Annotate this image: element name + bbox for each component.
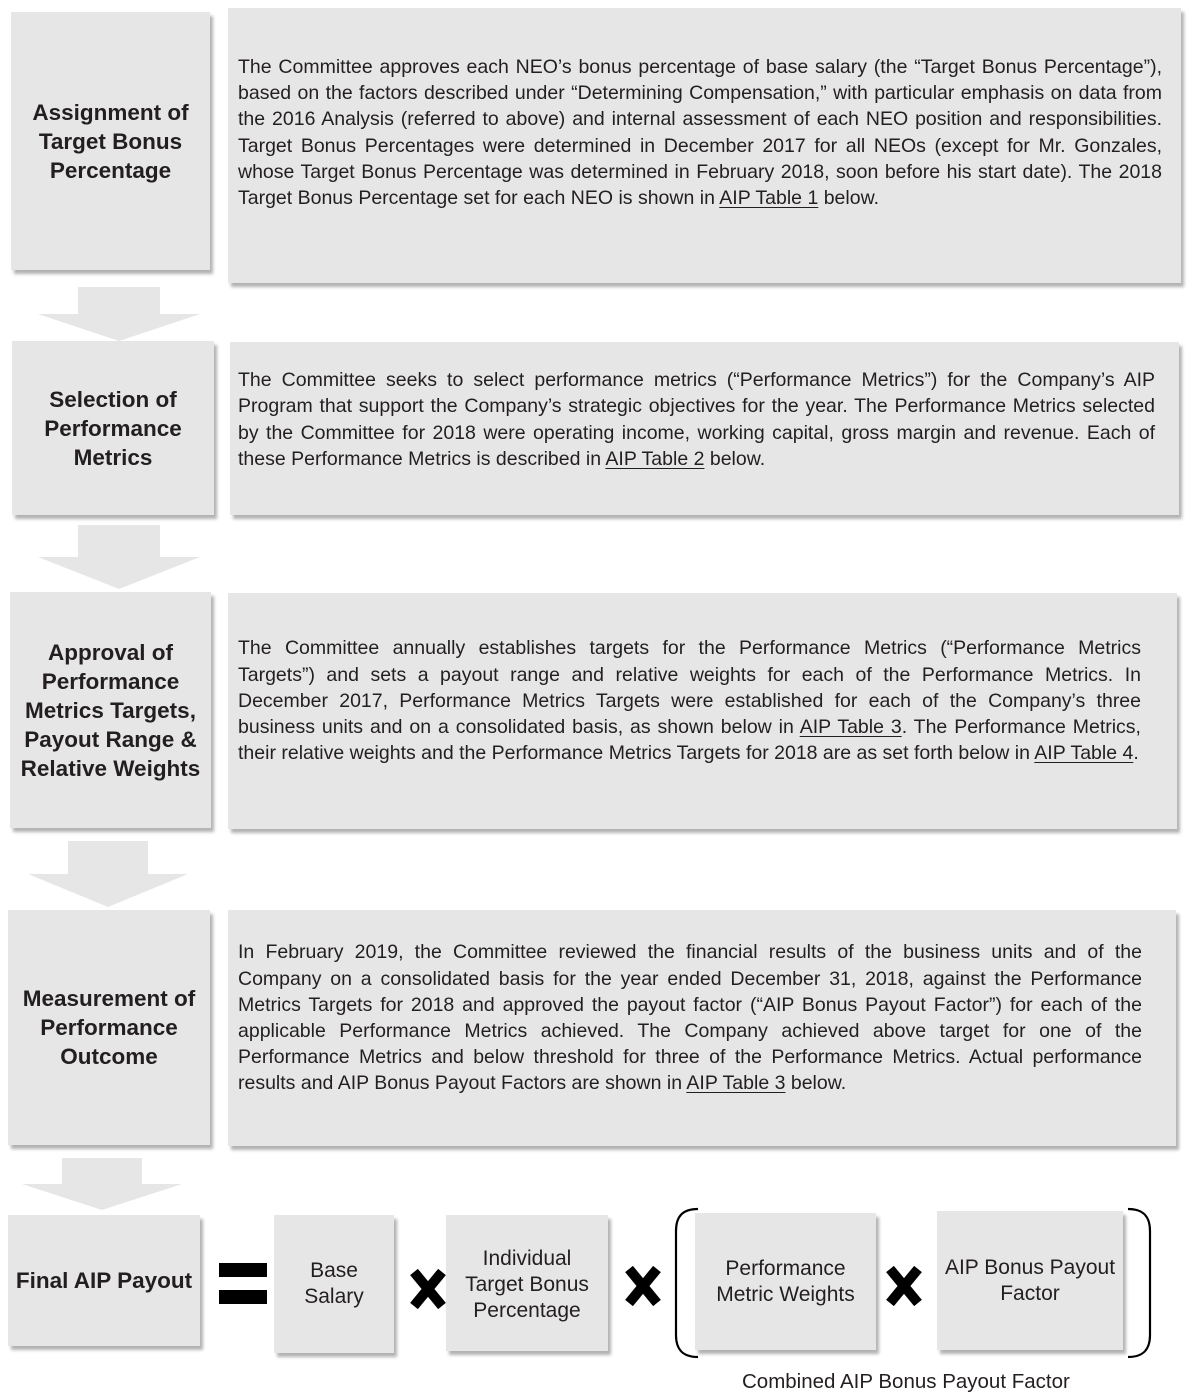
final-aip-payout-label: Final AIP Payout [15, 1268, 193, 1293]
metric-weights-box [695, 1213, 876, 1350]
combined-factor-caption: Combined AIP Bonus Payout Factor [742, 1370, 1070, 1393]
step-description-approval [228, 593, 1177, 829]
target-bonus-label: Individual Target Bonus Percentage [465, 1246, 589, 1322]
arrow-down-2 [38, 525, 200, 589]
step-label-selection [12, 341, 214, 515]
right-parenthesis [1124, 1207, 1154, 1359]
step-label-assignment [11, 12, 210, 270]
final-aip-payout-box [8, 1215, 200, 1346]
step-label-text: Measurement of Performance Outcome [22, 986, 196, 1069]
step-label-text: Selection of Performance Metrics [44, 386, 182, 470]
arrow-down-3 [28, 841, 188, 907]
aip-table-4-reference: AIP Table 4 [1034, 742, 1134, 765]
multiply-icon [409, 1268, 447, 1310]
step-description-text: The Committee annually establishes targets for the Performance Metrics (“Performance Metrics Targets”) and sets a payout range and relative weights for each of the Performance Metrics. In December 2017, Performance Metrics Targets were established for each of the Company’s three business units and on a consolidated basis, as shown below in AIP Table 3. The Performance Metrics, their relative weights and the Performance Metrics Targets for 2018 are as set forth below in AIP Table 4. [238, 637, 1141, 765]
step-label-approval [10, 592, 211, 828]
step-description-text: In February 2019, the Committee reviewed the financial results of the business units and of the Company on a consolidated basis for the year ended December 31, 2018, against the Performance Metrics Targets for 2018 and approved the payout factor (“AIP Bonus Payout Factor”) for each of the applicable Performance Metrics achieved. The Company achieved above target for one of the Performance Metrics and below threshold for three of the Performance Metrics. Actual performance results and AIP Bonus Payout Factors are shown in AIP Table 3 below. [238, 941, 1142, 1095]
step-description-text: The Committee seeks to select performance metrics (“Performance Metrics”) for the Company’s AIP Program that support the Company’s strategic objectives for the year. The Performance Metrics selected by the Committee for 2018 were operating income, working capital, gross margin and revenue. Each of these Performance Metrics is described in AIP Table 2 below. [238, 369, 1155, 470]
aip-table-1-reference: AIP Table 1 [719, 186, 819, 209]
equals-icon [219, 1263, 267, 1305]
aip-table-2-reference: AIP Table 2 [605, 447, 705, 470]
payout-factor-label: AIP Bonus Payout Factor [944, 1255, 1116, 1305]
multiply-icon [624, 1265, 662, 1307]
multiply-icon [885, 1265, 923, 1307]
step-label-text: Assignment of Target Bonus Percentage [32, 99, 189, 183]
arrow-down-4 [22, 1158, 182, 1210]
step-label-text: Approval of Performance Metrics Targets, Payout Range & Relative Weights [20, 639, 201, 781]
base-salary-box [274, 1215, 394, 1353]
step-description-measurement [228, 910, 1176, 1146]
arrow-down-1 [38, 287, 200, 341]
step-label-measurement [8, 910, 210, 1145]
step-description-text: The Committee approves each NEO’s bonus percentage of base salary (the “Target Bonus Percentage”), based on the factors described under “Determining Compensation,” with particular emphasis on data from the 2016 Analysis (referred to above) and internal assessment of each NEO position and responsibilities. Target Bonus Percentages were determined in December 2017 for all NEOs (except for Mr. Gonzales, whose Target Bonus Percentage was determined in February 2018, soon before his start date). The 2018 Target Bonus Percentage set for each NEO is shown in AIP Table 1 below. [238, 55, 1162, 209]
target-bonus-box [446, 1215, 608, 1351]
aip-table-3-reference: AIP Table 3 [686, 1072, 786, 1095]
payout-factor-box [937, 1211, 1123, 1350]
step-description-selection [230, 342, 1179, 515]
step-description-assignment [228, 8, 1181, 283]
metric-weights-label: Performance Metric Weights [716, 1256, 855, 1306]
base-salary-label: Base Salary [304, 1259, 364, 1308]
aip-table-3-reference: AIP Table 3 [799, 716, 902, 739]
